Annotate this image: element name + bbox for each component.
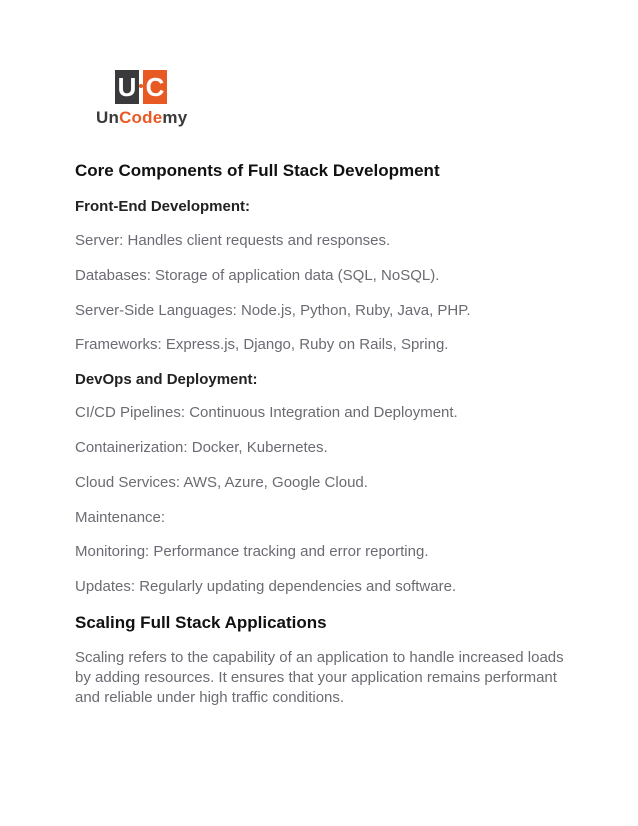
logo-word-part3: my bbox=[162, 108, 188, 127]
updates-item: Updates: Regularly updating dependencies and software. bbox=[75, 578, 457, 595]
databases-item: Databases: Storage of application data (SQL, NoSQL). bbox=[75, 267, 440, 284]
front-end-heading: Front-End Development: bbox=[75, 198, 250, 215]
cicd-item: CI/CD Pipelines: Continuous Integration and Deployment. bbox=[75, 404, 458, 421]
server-item: Server: Handles client requests and responses. bbox=[75, 232, 391, 249]
logo-mark-left: U bbox=[115, 70, 139, 104]
languages-item: Server-Side Languages: Node.js, Python, Ruby, Java, PHP. bbox=[75, 302, 471, 319]
page-title: Core Components of Full Stack Development bbox=[75, 161, 440, 180]
devops-heading: DevOps and Deployment: bbox=[75, 371, 258, 388]
logo-mark bbox=[115, 70, 167, 104]
monitoring-item: Monitoring: Performance tracking and error reporting. bbox=[75, 543, 429, 560]
frameworks-item: Frameworks: Express.js, Django, Ruby on Rails, Spring. bbox=[75, 336, 449, 353]
scaling-paragraph: Scaling refers to the capability of an application to handle increased loads by adding resources. It ensures that your application remains performant and reliable under high traffic conditions. bbox=[75, 649, 564, 706]
logo-wordmark bbox=[96, 108, 187, 128]
scaling-title: Scaling Full Stack Applications bbox=[75, 613, 327, 632]
logo-word-part1: Un bbox=[96, 108, 120, 127]
uncodemy-logo bbox=[96, 70, 196, 130]
maintenance-item: Maintenance: bbox=[75, 509, 166, 526]
containerization-item: Containerization: Docker, Kubernetes. bbox=[75, 439, 328, 456]
cloud-item: Cloud Services: AWS, Azure, Google Cloud. bbox=[75, 474, 368, 491]
logo-mark-right: C bbox=[143, 70, 167, 104]
logo-word-part2: Code bbox=[119, 108, 163, 127]
